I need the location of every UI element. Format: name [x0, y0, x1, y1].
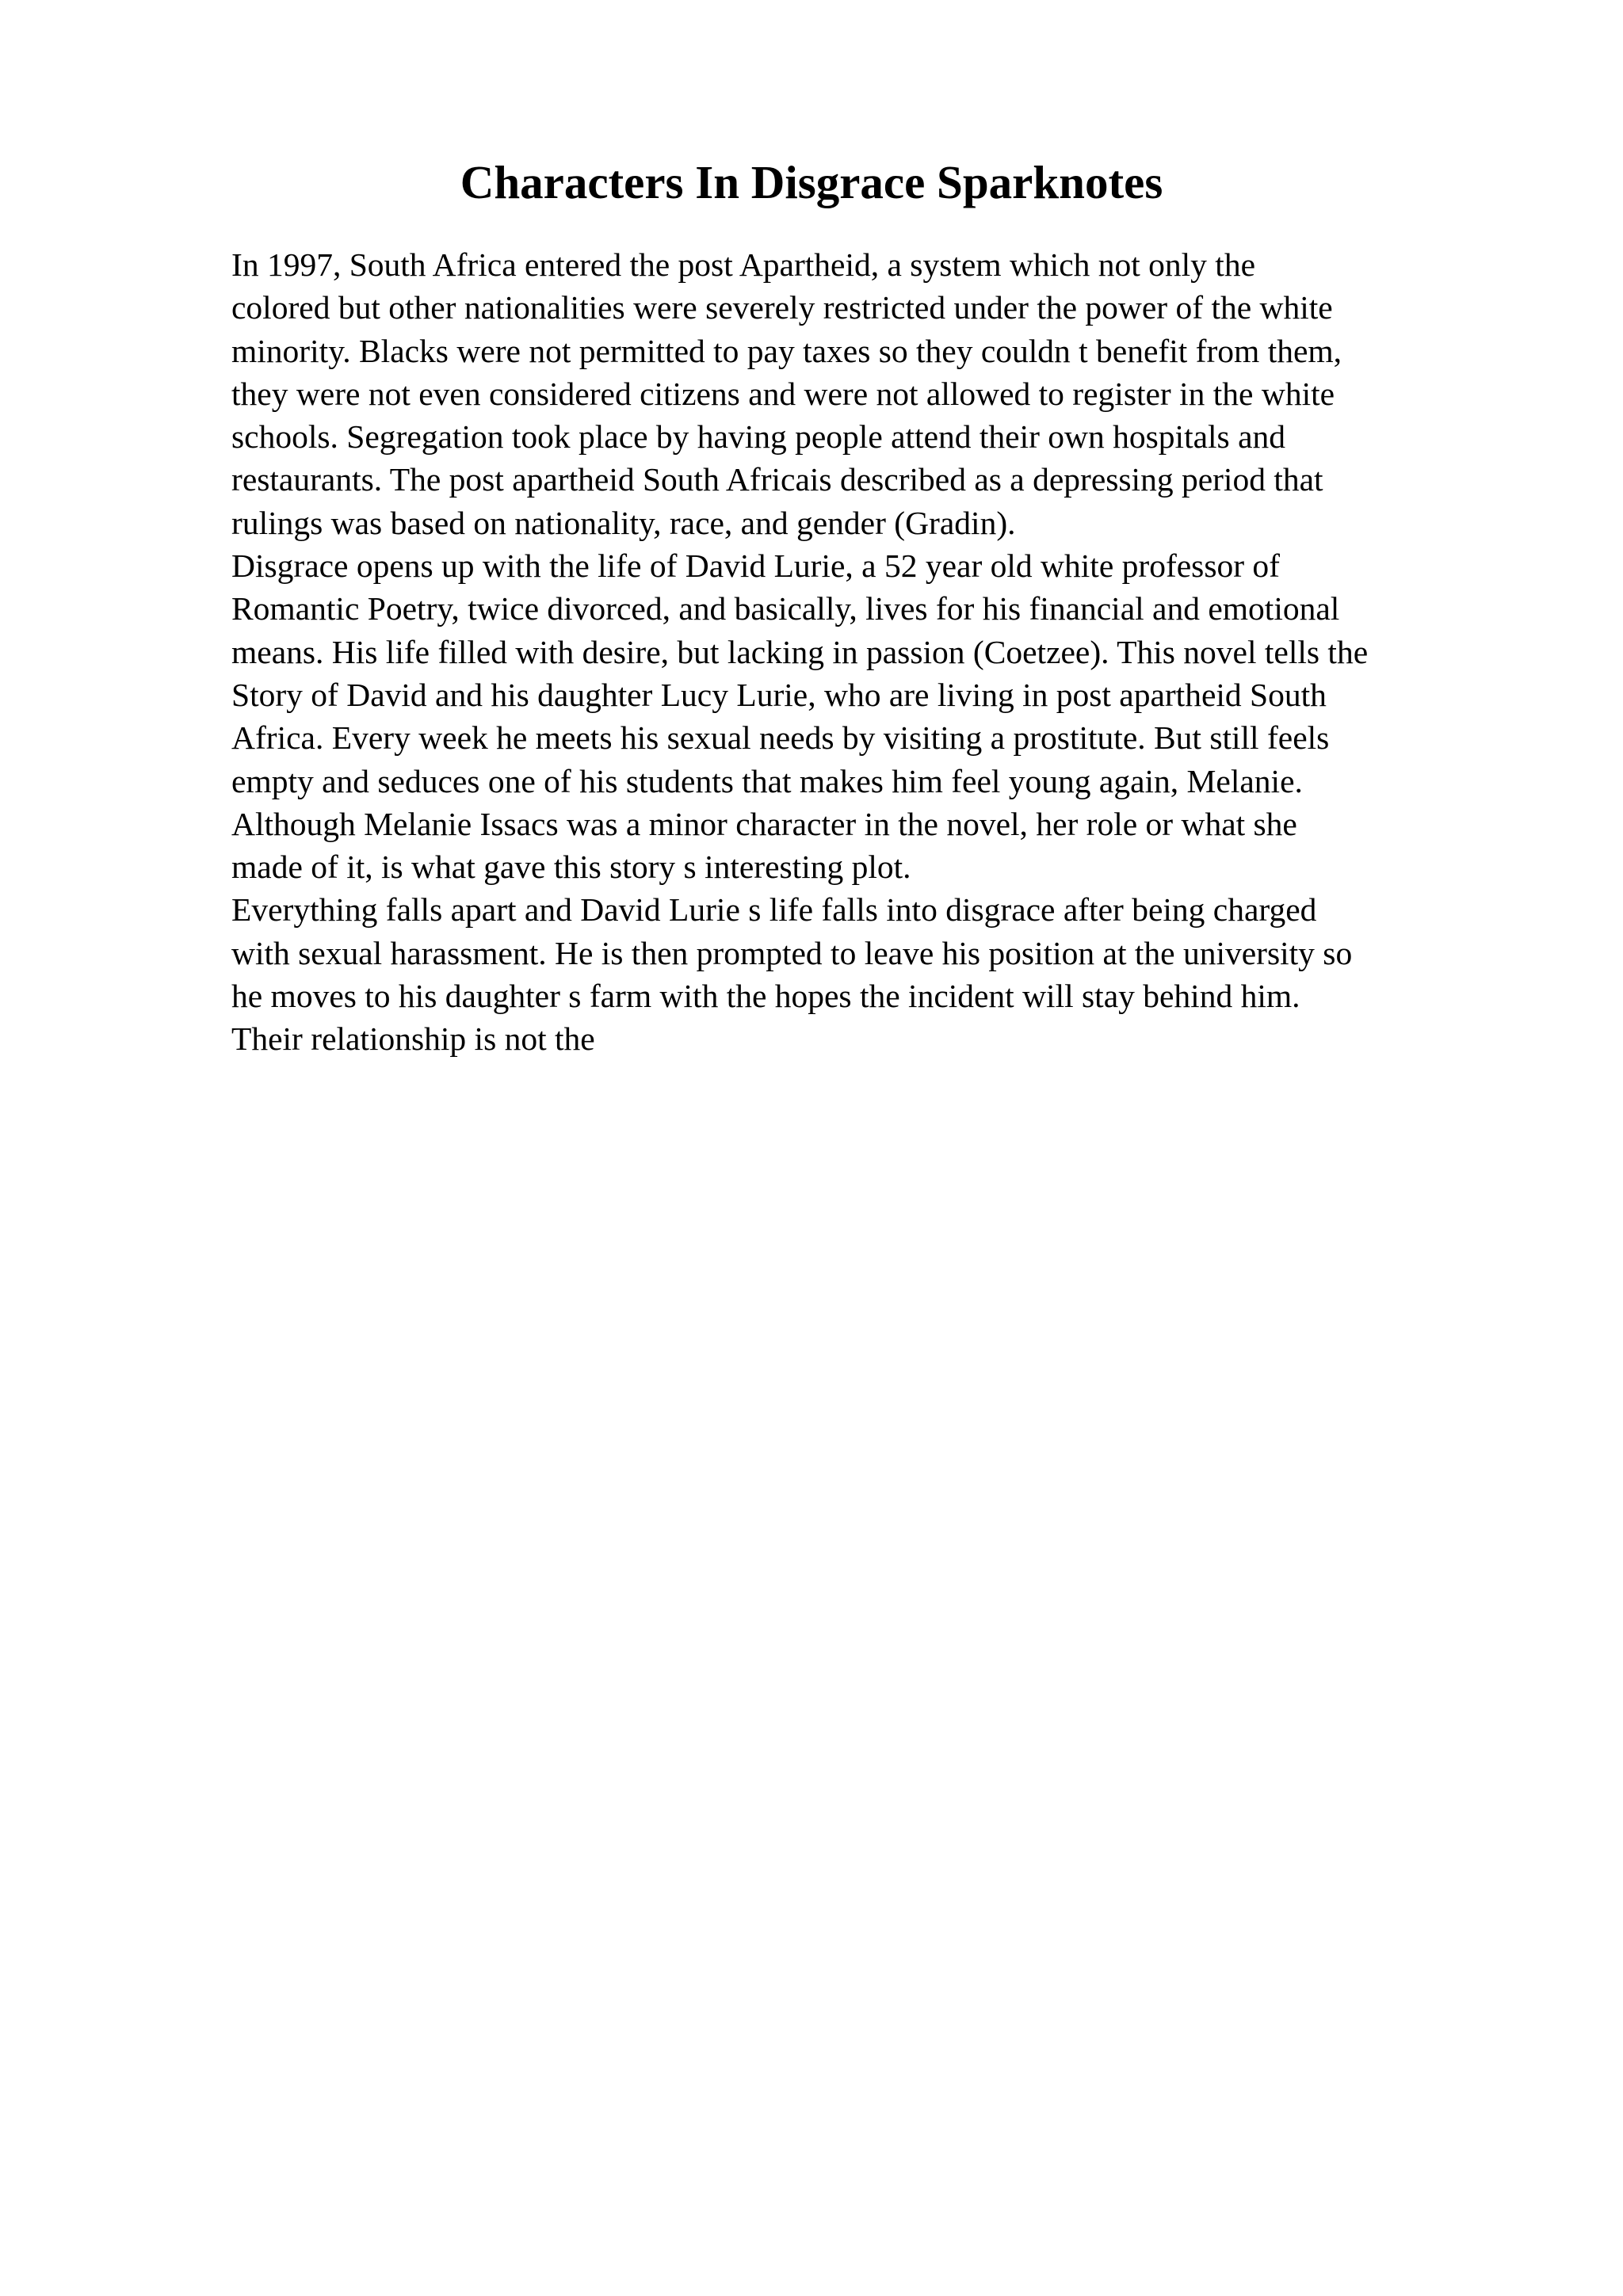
text-line: with sexual harassment. He is then prompted to leave his position at the university so [231, 934, 1353, 971]
text-line: Everything falls apart and David Lurie s life falls into disgrace after being charged [231, 891, 1317, 929]
text-line: schools. Segregation took place by having people attend their own hospitals and [231, 418, 1286, 456]
text-line: Although Melanie Issacs was a minor character in the novel, her role or what she [231, 805, 1297, 842]
text-line: restaurants. The post apartheid South Africais described as a depressing period that [231, 461, 1323, 498]
document-title: Characters In Disgrace Sparknotes [460, 156, 1163, 208]
text-line: rulings was based on nationality, race, and gender (Gradin). [231, 504, 1016, 541]
text-line: Africa. Every week he meets his sexual needs by visiting a prostitute. But still feels [231, 719, 1330, 757]
text-line: Disgrace opens up with the life of David Lurie, a 52 year old white professor of [231, 547, 1280, 585]
text-line: Story of David and his daughter Lucy Lurie, who are living in post apartheid South [231, 676, 1327, 713]
text-line: they were not even considered citizens and were not allowed to register in the white [231, 375, 1335, 412]
text-line: Romantic Poetry, twice divorced, and basically, lives for his financial and emotional [231, 590, 1340, 627]
text-line: minority. Blacks were not permitted to pay taxes so they couldn t benefit from them, [231, 332, 1342, 369]
text-line: Their relationship is not the [231, 1020, 595, 1058]
text-line: made of it, is what gave this story s interesting plot. [231, 849, 911, 886]
text-line: means. His life filled with desire, but lacking in passion (Coetzee). This novel tells the [231, 633, 1369, 670]
text-line: In 1997, South Africa entered the post Apartheid, a system which not only the [231, 246, 1256, 283]
text-line: he moves to his daughter s farm with the hopes the incident will stay behind him. [231, 978, 1300, 1015]
text-line: empty and seduces one of his students that makes him feel young again, Melanie. [231, 762, 1303, 799]
document-body [231, 243, 1579, 1061]
text-line: colored but other nationalities were severely restricted under the power of the white [231, 289, 1333, 326]
